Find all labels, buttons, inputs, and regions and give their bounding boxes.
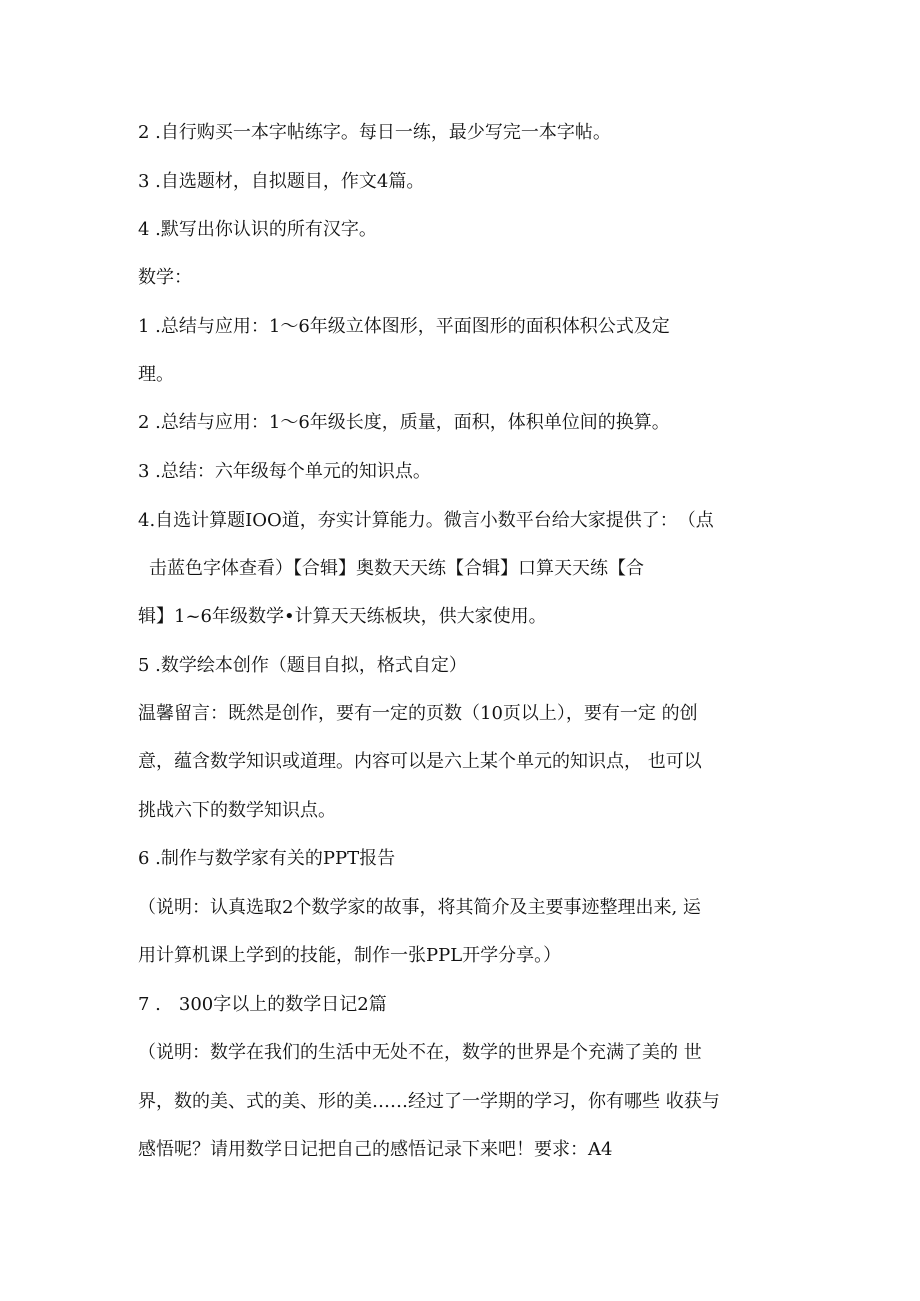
item-chinese-4: 4 .默写出你认识的所有汉字。 [138,219,377,240]
item-math-7-desc-line-1: （说明：数学在我们的生活中无处不在，数学的世界是个充满了美的 世 [138,1042,702,1063]
item-math-7-desc-line-3: 感悟呢？请用数学日记把自己的感悟记录下来吧！要求：A4 [138,1139,613,1160]
note-line-2: 意，蕴含数学知识或道理。内容可以是六上某个单元的知识点， 也可以 [138,751,702,772]
item-math-7: 7 . 300字以上的数学日记2篇 [138,994,387,1015]
item-math-4-line-1: 4.自选计算题IOO道，夯实计算能力。微言小数平台给大家提供了： （点 [138,510,714,531]
item-math-6-desc-line-1: （说明：认真选取2个数学家的故事，将其简介及主要事迹整理出来, 运 [138,897,701,918]
note-line-3: 挑战六下的数学知识点。 [138,800,336,821]
item-math-6: 6 .制作与数学家有关的PPT报告 [138,848,396,869]
item-chinese-3: 3 .自选题材，自拟题目，作文4篇。 [138,171,425,192]
item-math-4-line-3: 辑】1~6年级数学•计算天天练板块，供大家使用。 [138,606,547,627]
item-math-1-line-1: 1 .总结与应用：1～6年级立体图形，平面图形的面积体积公式及定 [138,316,670,337]
item-math-1-line-2: 理。 [138,364,174,385]
item-math-7-desc-line-2: 界，数的美、式的美、形的美……经过了一学期的学习，你有哪些 收获与 [138,1091,720,1112]
item-math-6-desc-line-2: 用计算机课上学到的技能，制作一张PPL开学分享。） [138,945,562,966]
item-math-4-line-2: 击蓝色字体查看）【合辑】奥数天天练【合辑】口算天天练【合 [149,558,644,579]
item-math-2: 2 .总结与应用：1～6年级长度，质量，面积，体积单位间的换算。 [138,412,670,433]
item-chinese-2: 2 .自行购买一本字帖练字。每日一练，最少写完一本字帖。 [138,122,611,143]
item-math-3: 3 .总结：六年级每个单元的知识点。 [138,461,431,482]
note-line-1: 温馨留言：既然是创作，要有一定的页数（10页以上），要有一定 的创 [138,703,698,724]
math-heading: 数学： [138,267,192,288]
item-math-5: 5 .数学绘本创作（题目自拟，格式自定） [138,655,467,676]
